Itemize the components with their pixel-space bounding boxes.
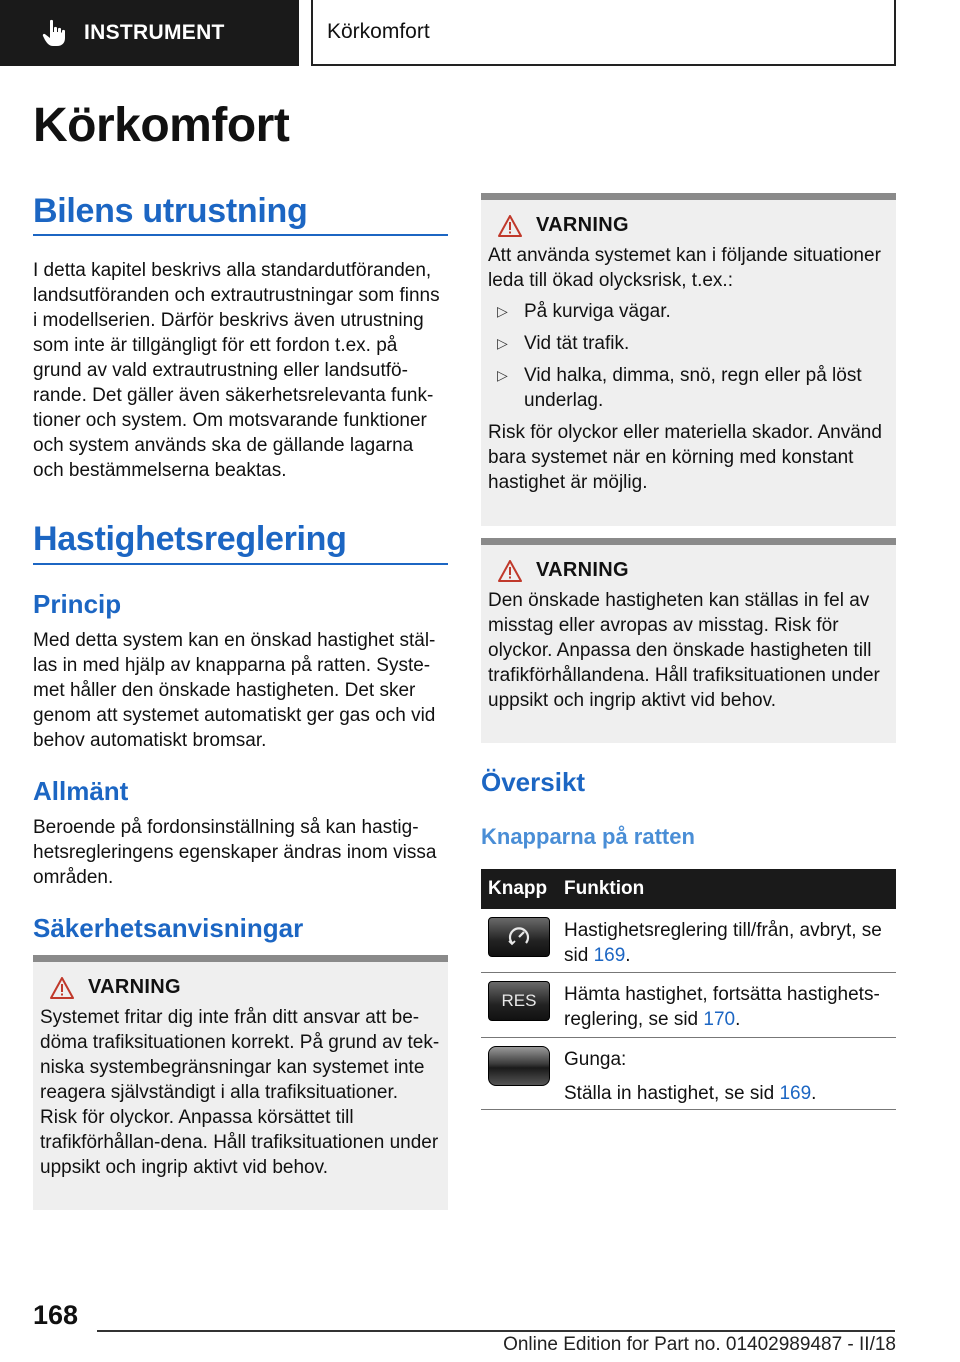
warning-list <box>488 299 888 413</box>
list-item: ▷ Vid halka, dimma, snö, regn eller på löst underlag. <box>488 363 888 413</box>
buttons-table <box>481 869 896 1110</box>
hand-pointer-icon <box>42 19 66 47</box>
heading-bilens-utrustning: Bilens utrustning <box>33 192 308 230</box>
warning-title: VARNING <box>536 214 629 236</box>
col-knapp: Knapp <box>488 878 548 899</box>
warning-title: VARNING <box>536 559 629 581</box>
table-header <box>481 869 896 909</box>
bullet-triangle-icon: ▷ <box>497 335 508 351</box>
warning-triangle-icon <box>50 977 74 999</box>
page-title: Körkomfort <box>33 99 290 152</box>
edition-text: Online Edition for Part no. 01402989487 - II/18 <box>503 1334 896 1355</box>
warning-box <box>481 193 896 526</box>
paragraph-princip: Med detta system kan en önskad hastighet stäl-las in med hjälp av knapparna på ratten. Syste-met håller den önskade hastigheten. Det sker genom att systemet automatiskt ger gas och vid behov automatiskt bromsar. <box>33 630 436 751</box>
warning-box <box>481 538 896 743</box>
paragraph-allmant: Beroende på fordonsinställning så kan hastig-hetsregleringens egenskaper ändras inom vissa områden. <box>33 817 437 888</box>
section-label: INSTRUMENT <box>84 21 225 44</box>
heading-rule <box>33 563 448 565</box>
warning-outro: Risk för olyckor eller materiella skador. Använd bara systemet när en körning med konstant hastighet är möjlig. <box>488 422 882 493</box>
table-row <box>481 909 896 973</box>
heading-oversikt: Översikt <box>481 767 586 797</box>
chapter-label: Körkomfort <box>327 20 430 43</box>
table-row <box>481 1038 896 1110</box>
speed-control-icon <box>488 917 550 957</box>
list-item: ▷ På kurviga vägar. <box>488 299 888 324</box>
page-link[interactable]: 169 <box>593 945 626 966</box>
heading-rule <box>33 234 448 236</box>
res-button-icon: RES <box>488 981 550 1021</box>
heading-hastighetsreglering: Hastighetsreglering <box>33 520 347 558</box>
bullet-triangle-icon: ▷ <box>497 303 508 319</box>
col-funktion: Funktion <box>564 878 645 899</box>
warning-box <box>33 955 448 1210</box>
footer-rule <box>97 1330 895 1332</box>
section-tab <box>0 0 299 66</box>
page-link[interactable]: 169 <box>779 1083 812 1104</box>
heading-princip: Princip <box>33 589 122 619</box>
page-number: 168 <box>33 1300 79 1330</box>
list-item: ▷ Vid tät trafik. <box>488 331 888 356</box>
warning-text: Den önskade hastigheten kan ställas in fel av misstag eller avropas av misstag. Risk för olyckor. Anpassa den önskade hastigheten till trafikförhållandena. Håll trafiksituationen under uppsikt och ingrip aktivt vid behov. <box>488 590 880 711</box>
warning-text: Systemet fritar dig inte från ditt ansvar att be-döma trafiksituationen korrekt. På grund av tek-niska systembegränsningar kan systemet inte reagera självständigt i alla trafiksituationer. Risk för olyckor. Anpassa körsättet till trafikförhållan-dena. Håll trafiksituationen under uppsikt och ingrip aktivt vid behov. <box>40 1007 440 1178</box>
paragraph-bilens: I detta kapitel beskrivs alla standardutföranden, landsutföranden och extrautrustningar som finns i modellserien. Därför beskrivs även utrustning som inte är tillgängligt för ett fordon t.ex. på grund av vald extrautrustning eller landsutfö-rande. Det gäller även säkerhetsrelevanta funk-tioner och system. Om motsvarande funktioner och system används ska de gällande lagarna och bestämmelserna beaktas. <box>33 260 440 481</box>
function-text: Gunga: Ställa in hastighet, se sid 169. <box>564 1049 817 1104</box>
warning-triangle-icon <box>498 560 522 582</box>
warning-triangle-icon <box>498 215 522 237</box>
heading-sakerhetsanvisningar: Säkerhetsanvisningar <box>33 913 304 943</box>
function-text: Hastighetsreglering till/från, avbryt, se sid 169. <box>564 920 882 966</box>
warning-intro: Att använda systemet kan i följande situationer leda till ökad olycksrisk, t.ex.: <box>488 245 881 291</box>
heading-allmant: Allmänt <box>33 776 129 806</box>
heading-knapparna: Knapparna på ratten <box>481 824 695 849</box>
function-text: Hämta hastighet, fortsätta hastighets-reglering, se sid 170. <box>564 984 880 1030</box>
chapter-tab <box>311 0 896 66</box>
bullet-triangle-icon: ▷ <box>497 367 508 383</box>
page-link[interactable]: 170 <box>703 1009 736 1030</box>
table-row <box>481 973 896 1038</box>
warning-title: VARNING <box>88 976 181 998</box>
rocker-switch-icon <box>488 1046 550 1086</box>
